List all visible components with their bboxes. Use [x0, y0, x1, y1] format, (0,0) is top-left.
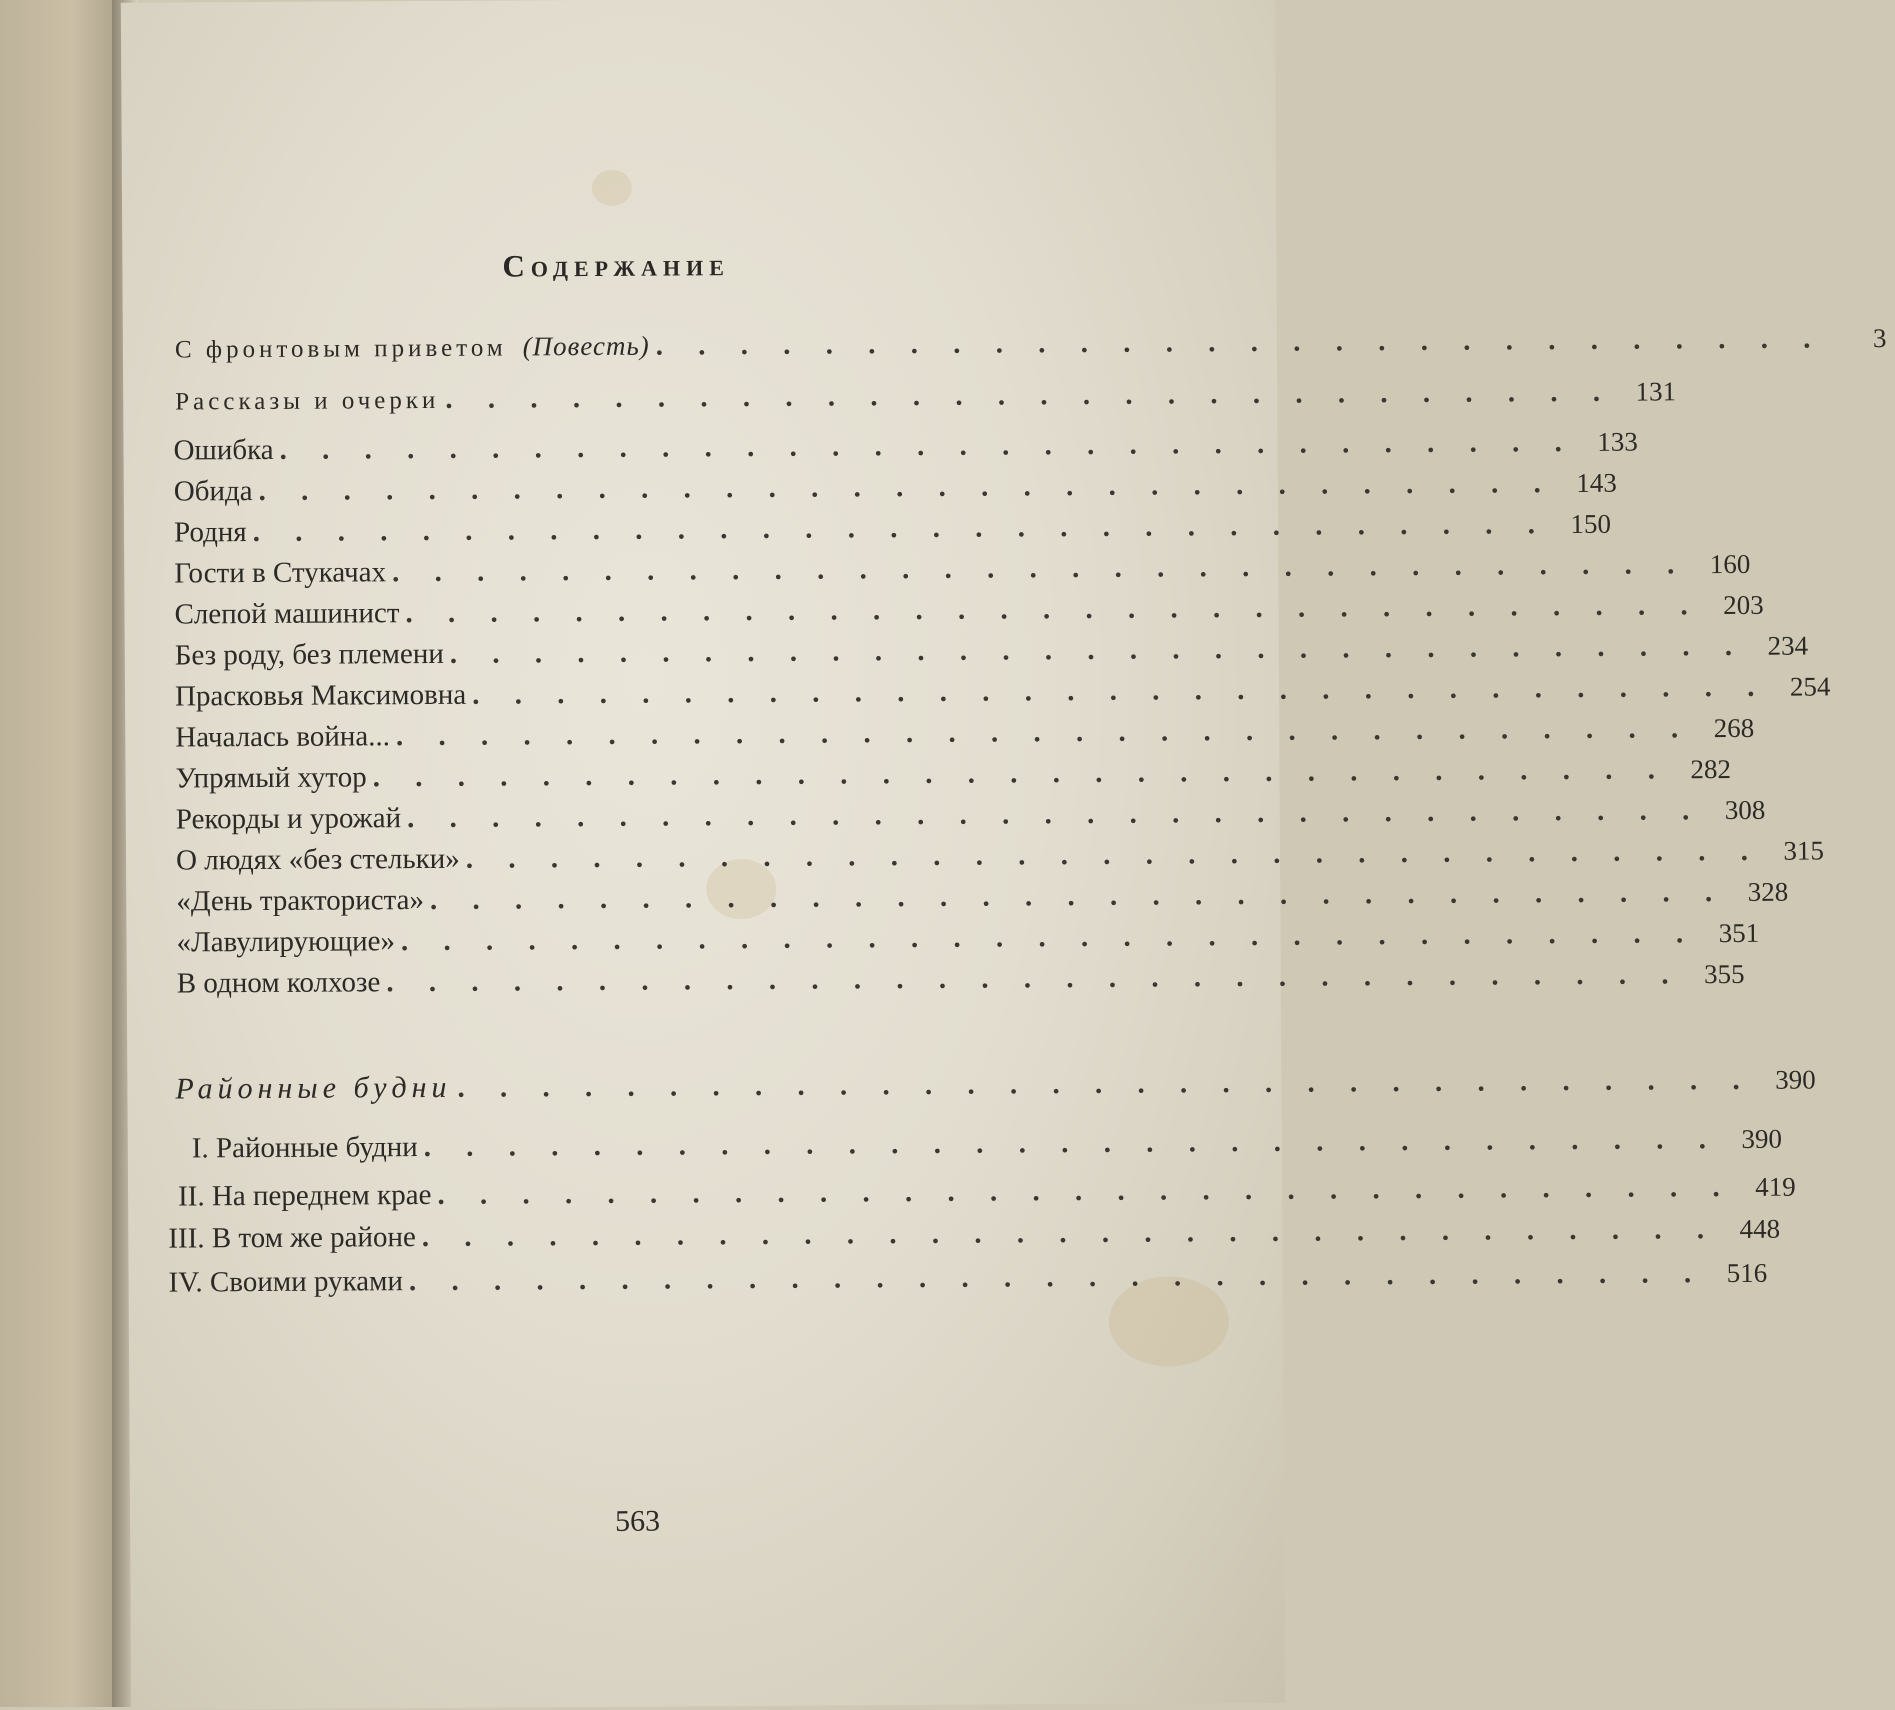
- toc-entry-title: IV. Своими руками: [168, 1265, 404, 1299]
- toc-entry-title: Началась война...: [175, 720, 391, 754]
- paper-stain: [592, 170, 632, 206]
- toc-page-number: 355: [1703, 958, 1745, 990]
- toc-entry: [191, 1123, 1783, 1165]
- book-page: [121, 0, 1887, 1710]
- leader-dots: . . . . . . . . . . . . . . . . . . . . . . . . . . . . . . .: [437, 1171, 1734, 1211]
- toc-entry-title: Прасковья Максимовна: [174, 678, 467, 713]
- toc-page-number: 282: [1690, 754, 1731, 785]
- facing-page-edge: [0, 0, 130, 1707]
- toc-entry: [168, 1213, 1781, 1255]
- leader-dots: . . . . . . . . . . . . . . . . . . . . . . . . . . . .: [655, 322, 1825, 362]
- toc-entry-title: Упрямый хутор: [175, 761, 367, 795]
- toc-entry-title: III. В том же районе: [168, 1221, 416, 1255]
- toc-entry-title: Гости в Стукачах: [174, 556, 387, 590]
- toc-entry-title: Рекорды и урожай: [175, 802, 402, 836]
- leader-dots: . . . . . . . . . . . . . . . . . . . . . . . . . . . . . . .: [279, 425, 1576, 466]
- leader-dots: . . . . . . . . . . . . . . . . . . . . . . . . . . . . . . .: [472, 670, 1769, 711]
- toc-page-number: 234: [1767, 630, 1809, 661]
- toc-page-number: 268: [1713, 712, 1755, 744]
- toc-page-number: 448: [1739, 1213, 1781, 1244]
- toc-entry-title: Родня: [173, 516, 247, 549]
- toc-entry: [176, 876, 1789, 918]
- toc-entry-title: «День тракториста»: [176, 884, 425, 918]
- toc-entry: [173, 467, 1617, 508]
- toc-section: [175, 1063, 1816, 1106]
- toc-entry: [174, 629, 1809, 672]
- toc-entry: [173, 425, 1638, 467]
- toc-page-number: 419: [1755, 1171, 1796, 1202]
- toc-page-number: 351: [1718, 917, 1760, 949]
- leader-dots: . . . . . . . . . . . . . . . . . . . . . . . . . . . . . . .: [395, 712, 1693, 753]
- toc-page-number: 133: [1597, 426, 1638, 457]
- toc-page-number: 131: [1635, 376, 1677, 407]
- toc-entry-title: I. Районные будни: [191, 1131, 418, 1165]
- toc-entry: [177, 1171, 1796, 1213]
- toc-page-number: 390: [1775, 1064, 1816, 1095]
- toc-entry: [174, 548, 1751, 590]
- toc-entry: [175, 712, 1755, 754]
- toc-page-number: 150: [1570, 508, 1612, 539]
- toc-entry: [175, 375, 1677, 417]
- toc-entry: [175, 834, 1825, 877]
- leader-dots: . . . . . . . . . . . . . . . . . . . . . . . . . . . .: [445, 375, 1615, 415]
- toc-entry: [176, 958, 1745, 1000]
- toc-entry: [176, 917, 1760, 959]
- leader-dots: . . . . . . . . . . . . . . . . . . . . . . . . . . . . . . .: [421, 1213, 1719, 1254]
- leader-dots: . . . . . . . . . . . . . . . . . . . . . . . . . . . . . . .: [405, 589, 1702, 630]
- toc-section-title: Районные будни: [175, 1070, 452, 1106]
- leader-dots: . . . . . . . . . . . . . . . . . . . . . . . . . . . . . . .: [258, 467, 1555, 508]
- leader-dots: . . . . . . . . . . . . . . . . . . . . . . . . . . . . . . .: [408, 1257, 1706, 1298]
- toc-page-number: 160: [1709, 548, 1751, 580]
- toc-page-number: 390: [1741, 1123, 1783, 1154]
- leader-dots: . . . . . . . . . . . . . . . . . . . . . . . . . . . . . . .: [407, 794, 1704, 835]
- toc-page-number: 203: [1723, 589, 1764, 621]
- toc-entry: [174, 670, 1831, 713]
- leader-dots: . . . . . . . . . . . . . . . . . . . . . . . . . . . . . . .: [423, 1123, 1721, 1164]
- page-title: Содержание: [502, 247, 730, 284]
- toc-page-number: 315: [1783, 835, 1825, 866]
- toc-entry-title: Слепой машинист: [174, 597, 400, 631]
- toc-page-number: 3: [1872, 323, 1887, 354]
- page-number: 563: [614, 1504, 661, 1538]
- leader-dots: . . . . . . . . . . . . . . . . . . . . . . . . . . . . . . .: [391, 548, 1689, 589]
- toc-page-number: 328: [1747, 876, 1789, 907]
- toc-entry: [168, 1257, 1768, 1299]
- toc-entry-title: Ошибка: [173, 433, 274, 467]
- leader-dots: . . . . . . . . . . . . . . . . . . . . . . . . . . . . . . .: [465, 834, 1763, 875]
- leader-dots: . . . . . . . . . . . . . . . . . . . . . . . . . . . . . . .: [386, 958, 1683, 999]
- toc-entry: [174, 322, 1887, 365]
- toc-entry-title: С фронтовым приветом: [174, 334, 507, 364]
- toc-page-number: 143: [1576, 467, 1617, 498]
- toc-entry-title: В одном колхозе: [176, 966, 381, 1000]
- toc-entry-title: О людях «без стельки»: [175, 842, 460, 877]
- toc-page-number: 308: [1724, 794, 1766, 826]
- leader-dots: . . . . . . . . . . . . . . . . . . . . . . . . . . . . . . .: [449, 629, 1747, 670]
- toc-entry-title: «Лавулирующие»: [176, 925, 396, 959]
- leader-dots: . . . . . . . . . . . . . . . . . . . . . . . . . . . . . . .: [372, 753, 1669, 794]
- toc-entry-note: (Повесть): [522, 330, 650, 362]
- leader-dots: . . . . . . . . . . . . . . . . . . . . . . . . . . . . . . .: [252, 508, 1550, 549]
- leader-dots: . . . . . . . . . . . . . . . . . . . . . . . . . . . . . . .: [429, 876, 1727, 916]
- toc-entry-title: Обида: [173, 475, 253, 508]
- toc-entry: [175, 794, 1766, 836]
- toc-entry: [175, 753, 1731, 795]
- toc-entry-title: Рассказы и очерки: [175, 386, 440, 416]
- leader-dots: . . . . . . . . . . . . . . . . . . . . . . . . . . . . . . .: [457, 1063, 1754, 1104]
- toc-page-number: 516: [1726, 1257, 1768, 1289]
- toc-entry-title: II. На переднем крае: [177, 1178, 432, 1213]
- toc-entry: [174, 589, 1764, 631]
- toc-entry: [173, 508, 1612, 549]
- toc-page-number: 254: [1789, 671, 1831, 702]
- leader-dots: . . . . . . . . . . . . . . . . . . . . . . . . . . . . . . .: [400, 917, 1698, 958]
- toc-entry-title: Без роду, без племени: [174, 637, 444, 672]
